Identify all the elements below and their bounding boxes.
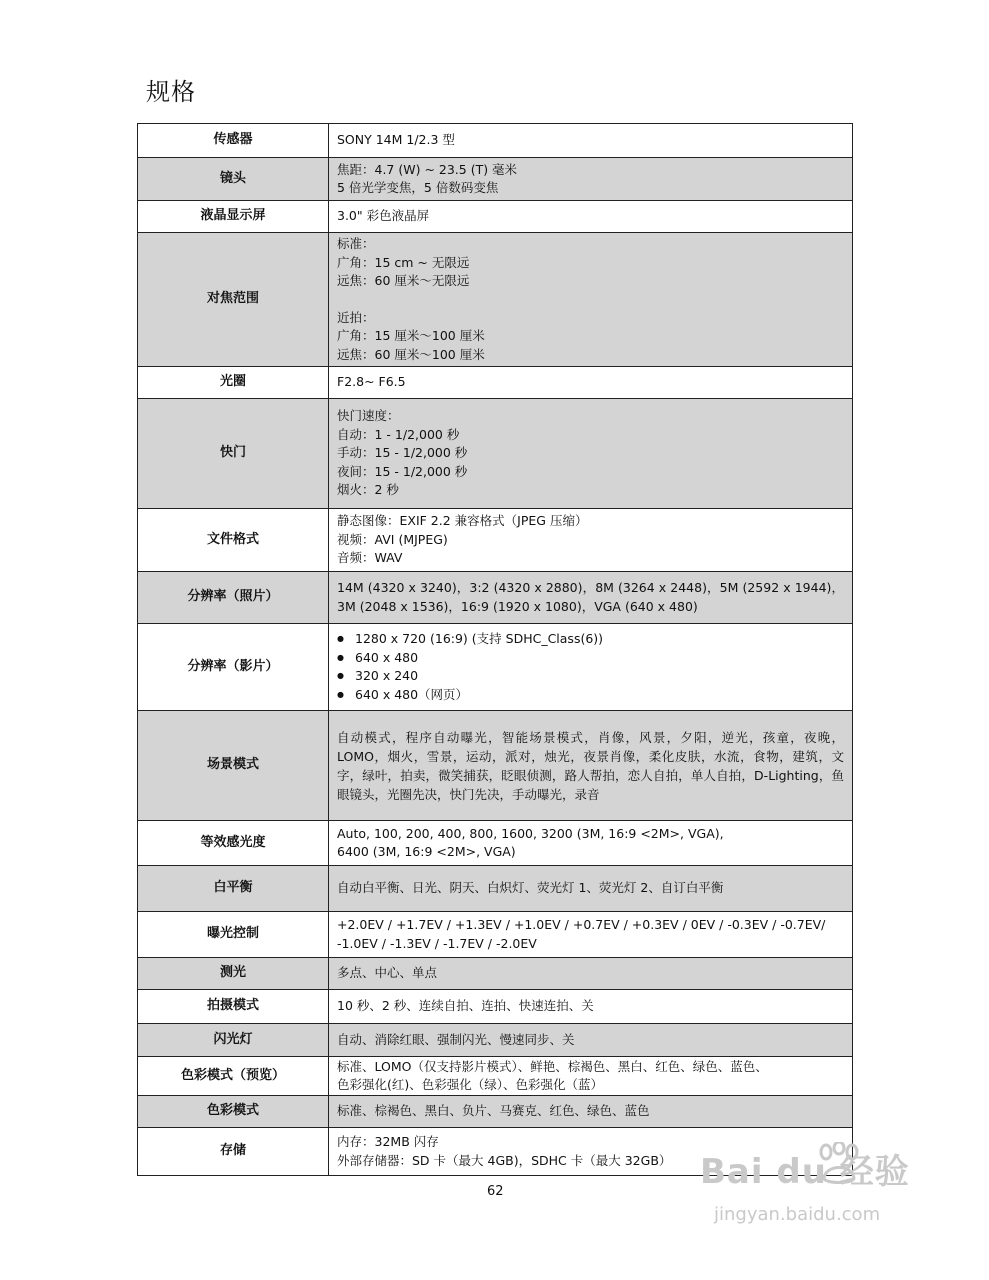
- spec-row-capture-mode: [138, 990, 853, 1024]
- spec-value: 标准、棕褐色、黑白、负片、马赛克、红色、绿色、蓝色: [329, 1096, 853, 1128]
- spec-label: 拍摄模式: [138, 990, 329, 1024]
- spec-row-flash: [138, 1024, 853, 1057]
- spec-row-white-balance: [138, 866, 853, 912]
- spec-row-sensor: [138, 124, 853, 158]
- spec-value: 自动白平衡、日光、阴天、白炽灯、荧光灯 1、荧光灯 2、自订白平衡: [329, 866, 853, 912]
- spec-value: 标准、LOMO（仅支持影片模式）、鲜艳、棕褐色、黑白、红色、绿色、蓝色、 色彩强化(红)、色彩强化（绿）、色彩强化（蓝）: [329, 1057, 853, 1096]
- spec-value: 内存：32MB 闪存 外部存储器：SD 卡（最大 4GB)，SDHC 卡（最大 32GB）: [329, 1128, 853, 1176]
- watermark-url: jingyan.baidu.com: [714, 1204, 881, 1225]
- paw-icon: [816, 1142, 862, 1186]
- spec-row-exposure: [138, 912, 853, 958]
- spec-row-color-mode-preview: [138, 1057, 853, 1096]
- spec-row-metering: [138, 958, 853, 990]
- spec-row-photo-resolution: [138, 572, 853, 624]
- spec-row-scene-mode: [138, 711, 853, 821]
- spec-row-lens: [138, 158, 853, 201]
- spec-value: 快门速度： 自动：1 - 1/2,000 秒 手动：15 - 1/2,000 秒 夜间：15 - 1/2,000 秒 烟火：2 秒: [329, 399, 853, 509]
- page-title: 规格: [146, 78, 196, 106]
- spec-row-lcd: [138, 201, 853, 233]
- spec-value: [329, 624, 853, 711]
- list-item: ● 640 x 480: [355, 649, 844, 668]
- spec-row-color-mode: [138, 1096, 853, 1128]
- spec-row-video-resolution: [138, 624, 853, 711]
- spec-value: 多点、中心、单点: [329, 958, 853, 990]
- spec-value: +2.0EV / +1.7EV / +1.3EV / +1.0EV / +0.7EV / +0.3EV / 0EV / -0.3EV / -0.7EV/ -1.0EV / -1.3EV / -1.7EV / -2.0EV: [329, 912, 853, 958]
- spec-value: SONY 14M 1/2.3 型: [329, 124, 853, 158]
- spec-label: 分辨率（照片）: [138, 572, 329, 624]
- list-item: ● 1280 x 720 (16:9) (支持 SDHC_Class(6)): [355, 630, 844, 649]
- spec-label: 场景模式: [138, 711, 329, 821]
- spec-value: 焦距：4.7 (W) ~ 23.5 (T) 毫米 5 倍光学变焦，5 倍数码变焦: [329, 158, 853, 201]
- spec-label: 曝光控制: [138, 912, 329, 958]
- spec-value: 14M (4320 x 3240)，3:2 (4320 x 2880)，8M (3264 x 2448)，5M (2592 x 1944)，3M (2048 x 1536)，16:9 (1920 x 1080)，VGA (640 x 480): [329, 572, 853, 624]
- spec-row-iso: [138, 821, 853, 866]
- baidu-watermark: [700, 1140, 950, 1240]
- spec-label: 分辨率（影片）: [138, 624, 329, 711]
- spec-label: 存储: [138, 1128, 329, 1176]
- spec-value: 自动模式，程序自动曝光，智能场景模式，肖像，风景，夕阳，逆光，孩童，夜晚，LOMO，烟火，雪景，运动，派对，烛光，夜景肖像，柔化皮肤，水流，食物，建筑，文字，绿叶，拍卖，微笑捕获，眨眼侦测，路人帮拍，恋人自拍，单人自拍，D-Lighting，鱼眼镜头，光圈先决，快门先决，手动曝光，录音: [329, 711, 853, 821]
- spec-row-file-format: [138, 509, 853, 572]
- watermark-logo: Bai du 经验: [700, 1152, 910, 1192]
- spec-label: 文件格式: [138, 509, 329, 572]
- spec-label: 对焦范围: [138, 233, 329, 367]
- spec-label: 色彩模式（预览）: [138, 1057, 329, 1096]
- spec-label: 液晶显示屏: [138, 201, 329, 233]
- spec-table: [137, 123, 853, 1176]
- list-item: ● 640 x 480（网页）: [355, 686, 844, 705]
- spec-row-focus: [138, 233, 853, 367]
- spec-label: 测光: [138, 958, 329, 990]
- spec-label: 光圈: [138, 367, 329, 399]
- spec-row-aperture: [138, 367, 853, 399]
- spec-value: Auto, 100, 200, 400, 800, 1600, 3200 (3M, 16:9 <2M>, VGA), 6400 (3M, 16:9 <2M>, VGA): [329, 821, 853, 866]
- page-number: 62: [487, 1184, 504, 1199]
- spec-label: 白平衡: [138, 866, 329, 912]
- spec-label: 传感器: [138, 124, 329, 158]
- spec-label: 等效感光度: [138, 821, 329, 866]
- spec-value: F2.8~ F6.5: [329, 367, 853, 399]
- spec-value: 3.0" 彩色液晶屏: [329, 201, 853, 233]
- spec-value: 自动、消除红眼、强制闪光、慢速同步、关: [329, 1024, 853, 1057]
- spec-label: 闪光灯: [138, 1024, 329, 1057]
- spec-value: 标准： 广角：15 cm ~ 无限远 远焦：60 厘米～无限远 近拍： 广角：15 厘米～100 厘米 远焦：60 厘米～100 厘米: [329, 233, 853, 367]
- spec-label: 色彩模式: [138, 1096, 329, 1128]
- spec-value: 10 秒、2 秒、连续自拍、连拍、快速连拍、关: [329, 990, 853, 1024]
- resolution-list: [337, 630, 844, 704]
- spec-value: 静态图像：EXIF 2.2 兼容格式（JPEG 压缩） 视频：AVI (MJPEG) 音频：WAV: [329, 509, 853, 572]
- spec-row-shutter: [138, 399, 853, 509]
- spec-label: 快门: [138, 399, 329, 509]
- spec-label: 镜头: [138, 158, 329, 201]
- list-item: ● 320 x 240: [355, 667, 844, 686]
